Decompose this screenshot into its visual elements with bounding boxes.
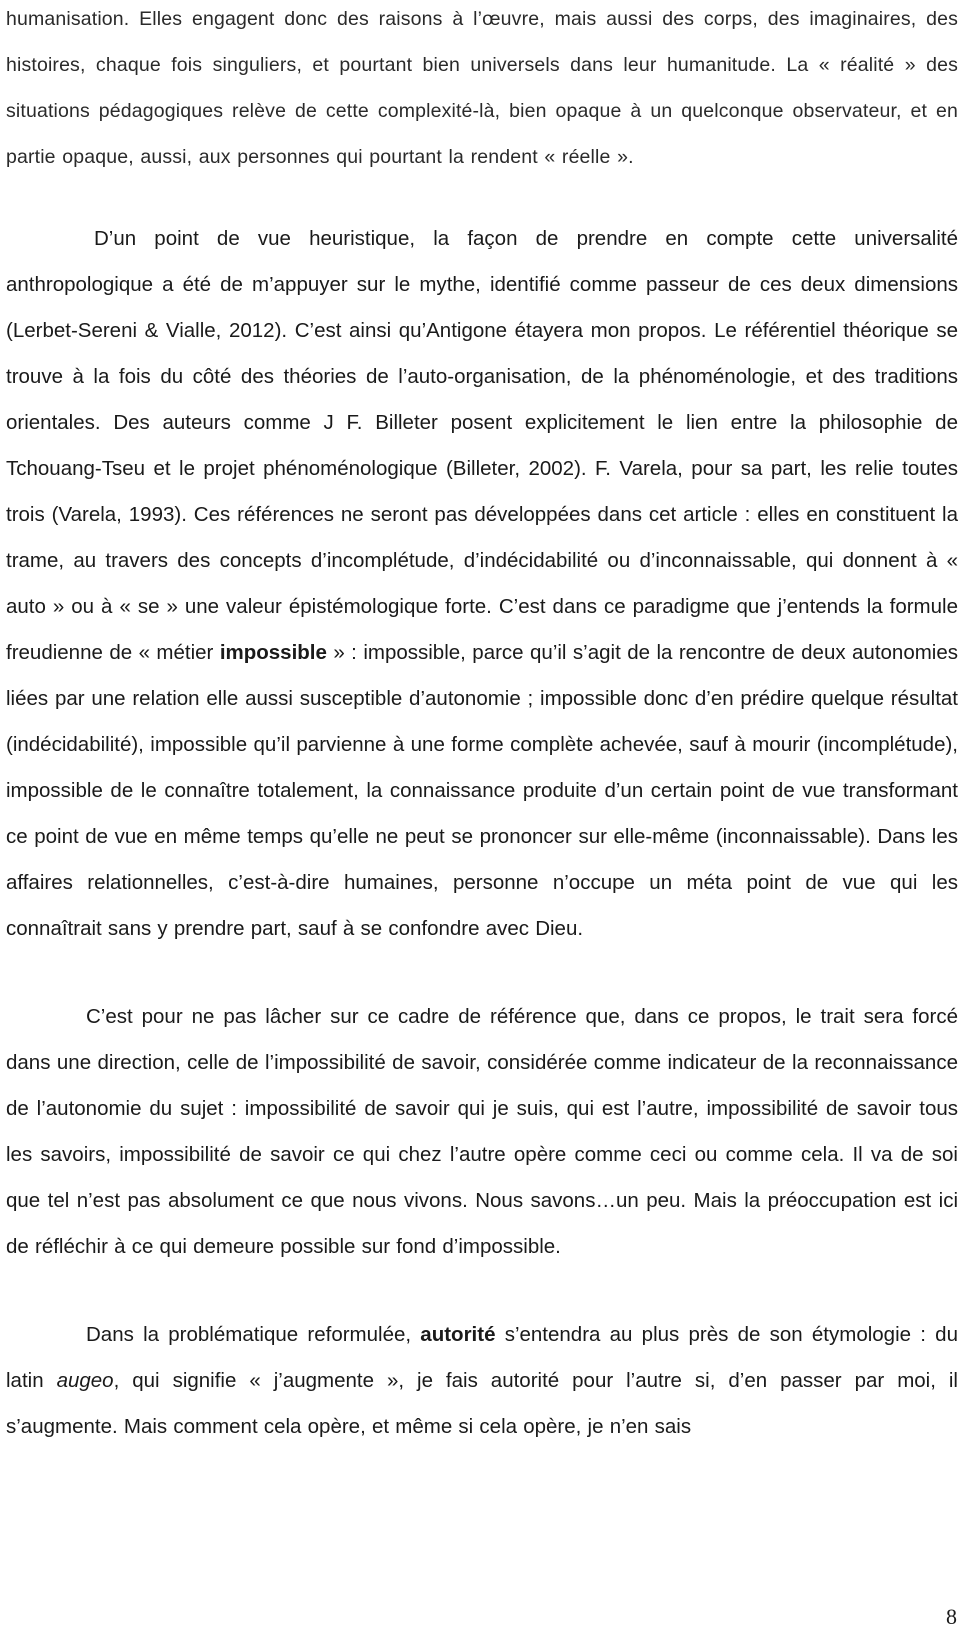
paragraph-4-bold-term: autorité bbox=[420, 1323, 496, 1346]
paragraph-4-text-middle: s’entendra au plus près de son étymologie : du latin bbox=[6, 1323, 958, 1392]
paragraph-4 bbox=[6, 1312, 958, 1450]
paragraph-2-text-after: » : impossible, parce qu’il s’agit de la rencontre de deux autonomies liées par une relation elle aussi susceptible d’autonomie ; impossible donc d’en prédire quelque résultat (indécidabilité), impossible qu’il parvienne à une forme complète achevée, sauf à mourir (incomplétude), impossible de le connaître totalement, la connaissance produite d’un certain point de vue transformant ce point de vue en même temps qu’elle ne peut se prononcer sur elle-même (inconnaissable). Dans les affaires relationnelles, c’est-à-dire humaines, personne n’occupe un méta point de vue qui les connaîtrait sans y prendre part, sauf à se confondre avec Dieu. bbox=[6, 641, 959, 940]
document-page bbox=[6, 0, 958, 1450]
paragraph-3 bbox=[6, 994, 958, 1270]
paragraph-1 bbox=[6, 0, 958, 180]
paragraph-4-text-before: Dans la problématique reformulée, bbox=[86, 1323, 421, 1346]
page-number: 8 bbox=[946, 1604, 957, 1629]
paragraph-2-bold-term: impossible bbox=[219, 641, 327, 664]
paragraph-2-text: D’un point de vue heuristique, la façon de prendre en compte cette universalité anthropologique a été de m’appuyer sur le mythe, identifié comme passeur de ces deux dimensions (Lerbet-Sereni & Vialle, 2012). C’est ainsi qu’Antigone étayera mon propos. Le référentiel théorique se trouve à la fois du côté des théories de l’auto-organisation, de la phénoménologie, et des traditions orientales. Des auteurs comme J F. Billeter posent explicitement le lien entre la philosophie de Tchouang-Tseu et le projet phénoménologique (Billeter, 2002). F. Varela, pour sa part, les relie toutes trois (Varela, 1993). Ces références ne seront pas développées dans cet article : elles en constituent la trame, au travers des concepts d’incomplétude, d’indécidabilité ou d’inconnaissable, qui donnent à « auto » ou à « se » une valeur épistémologique forte. C’est dans ce paradigme que j’entends la formule freudienne de « métier bbox=[6, 227, 958, 664]
paragraph-4-italic-term: augeo bbox=[56, 1369, 114, 1392]
paragraph-1-text: humanisation. Elles engagent donc des raisons à l’œuvre, mais aussi des corps, des imaginaires, des histoires, chaque fois singuliers, et pourtant bien universels dans leur humanitude. La « réalité » des situations pédagogiques relève de cette complexité-là, bien opaque à un quelconque observateur, et en partie opaque, aussi, aux personnes qui pourtant la rendent « réelle ». bbox=[6, 8, 958, 168]
paragraph-2 bbox=[6, 216, 958, 952]
paragraph-3-text: C’est pour ne pas lâcher sur ce cadre de référence que, dans ce propos, le trait sera forcé dans une direction, celle de l’impossibilité de savoir, considérée comme indicateur de la reconnaissance de l’autonomie du sujet : impossibilité de savoir qui je suis, qui est l’autre, impossibilité de savoir tous les savoirs, impossibilité de savoir ce qui chez l’autre opère comme ceci ou comme cela. Il va de soi que tel n’est pas absolument ce que nous vivons. Nous savons…un peu. Mais la préoccupation est ici de réfléchir à ce qui demeure possible sur fond d’impossible. bbox=[6, 1005, 958, 1258]
paragraph-4-text-after: , qui signifie « j’augmente », je fais autorité pour l’autre si, d’en passer par moi, il s’augmente. Mais comment cela opère, et même si cela opère, je n’en sais bbox=[6, 1369, 958, 1438]
